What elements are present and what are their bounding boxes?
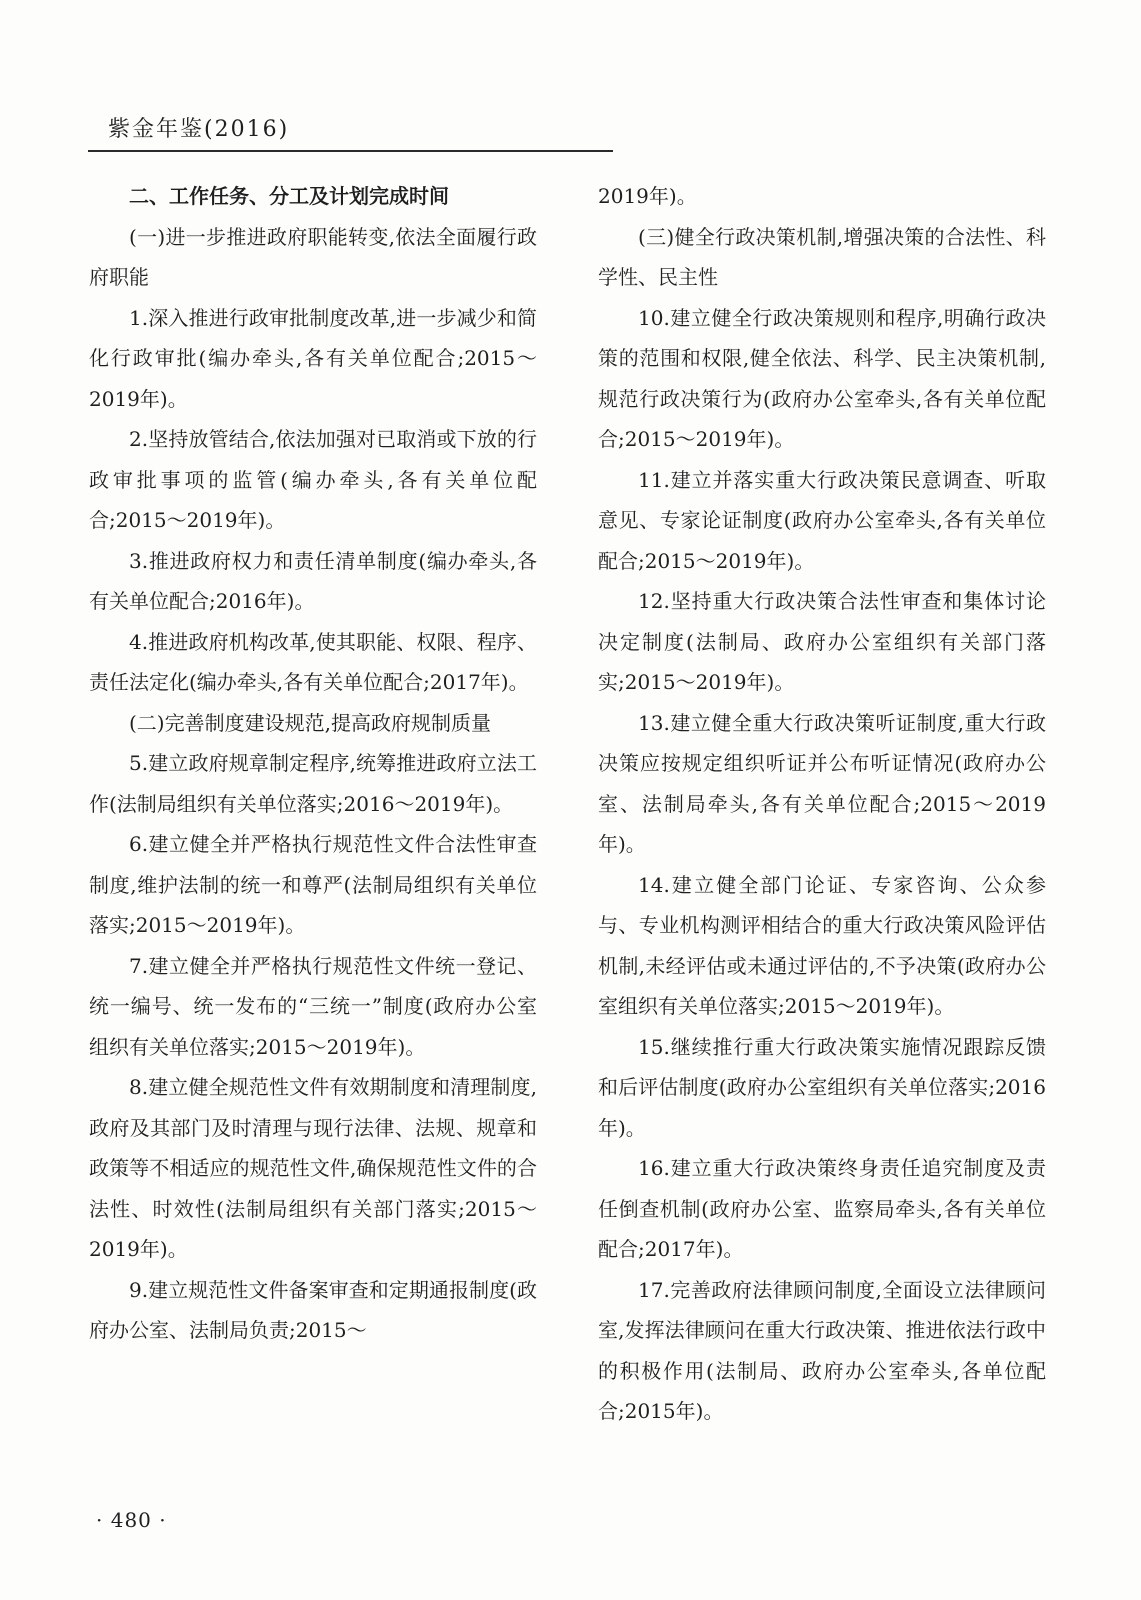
left-column: [89, 176, 537, 1351]
paragraph: 10.建立健全行政决策规则和程序,明确行政决策的范围和权限,健全依法、科学、民主决策机制,规范行政决策行为(政府办公室牵头,各有关单位配合;2015～2019年)。: [598, 305, 1046, 451]
paragraph: 13.建立健全重大行政决策听证制度,重大行政决策应按规定组织听证并公布听证情况(政府办公室、法制局牵头,各有关单位配合;2015～2019年)。: [598, 710, 1046, 856]
paragraph: 17.完善政府法律顾问制度,全面设立法律顾问室,发挥法律顾问在重大行政决策、推进依法行政中的积极作用(法制局、政府办公室牵头,各单位配合;2015年)。: [598, 1277, 1046, 1423]
paragraph: 7.建立健全并严格执行规范性文件统一登记、统一编号、统一发布的“三统一”制度(政府办公室组织有关单位落实;2015～2019年)。: [89, 953, 537, 1059]
paragraph: 12.坚持重大行政决策合法性审查和集体讨论决定制度(法制局、政府办公室组织有关部门落实;2015～2019年)。: [598, 589, 1046, 694]
paragraph: 8.建立健全规范性文件有效期制度和清理制度,政府及其部门及时清理与现行法律、法规、规章和政策等不相适应的规范性文件,确保规范性文件的合法性、时效性(法制局组织有关部门落实;2015～2019年)。: [89, 1075, 537, 1261]
paragraph: 5.建立政府规章制定程序,统筹推进政府立法工作(法制局组织有关单位落实;2016～2019年)。: [89, 751, 537, 816]
paragraph: (二)完善制度建设规范,提高政府规制质量: [129, 710, 491, 735]
right-column: [598, 176, 1046, 1432]
paragraph: 6.建立健全并严格执行规范性文件合法性审查制度,维护法制的统一和尊严(法制局组织有关单位落实;2015～2019年)。: [89, 832, 537, 937]
paragraph: 14.建立健全部门论证、专家咨询、公众参与、专业机构测评相结合的重大行政决策风险评估机制,未经评估或未通过评估的,不予决策(政府办公室组织有关单位落实;2015～2019年)。: [598, 872, 1046, 1018]
paragraph: 15.继续推行重大行政决策实施情况跟踪反馈和后评估制度(政府办公室组织有关单位落实;2016年)。: [598, 1034, 1046, 1140]
paragraph: 3.推进政府权力和责任清单制度(编办牵头,各有关单位配合;2016年)。: [89, 548, 537, 613]
paragraph: 11.建立并落实重大行政决策民意调查、听取意见、专家论证制度(政府办公室牵头,各有关单位配合;2015～2019年)。: [598, 467, 1046, 573]
paragraph: (三)健全行政决策机制,增强决策的合法性、科学性、民主性: [598, 224, 1046, 289]
paragraph: 2.坚持放管结合,依法加强对已取消或下放的行政审批事项的监管(编办牵头,各有关单位配合;2015～2019年)。: [89, 427, 537, 532]
page-number: · 480 ·: [96, 1508, 167, 1532]
paragraph: 4.推进政府机构改革,使其职能、权限、程序、责任法定化(编办牵头,各有关单位配合;2017年)。: [89, 629, 537, 694]
paragraph: 16.建立重大行政决策终身责任追究制度及责任倒查机制(政府办公室、监察局牵头,各有关单位配合;2017年)。: [598, 1156, 1046, 1261]
paragraph: 1.深入推进行政审批制度改革,进一步减少和简化行政审批(编办牵头,各有关单位配合;2015～2019年)。: [89, 305, 537, 411]
paragraph: 2019年)。: [598, 184, 697, 208]
running-head-title: 紫金年鉴(2016): [108, 117, 290, 142]
section-heading: 二、工作任务、分工及计划完成时间: [129, 184, 449, 208]
header-rule: [88, 150, 613, 152]
paragraph: (一)进一步推进政府职能转变,依法全面履行政府职能: [89, 224, 537, 289]
paragraph: 9.建立规范性文件备案审查和定期通报制度(政府办公室、法制局负责;2015～: [89, 1277, 537, 1342]
